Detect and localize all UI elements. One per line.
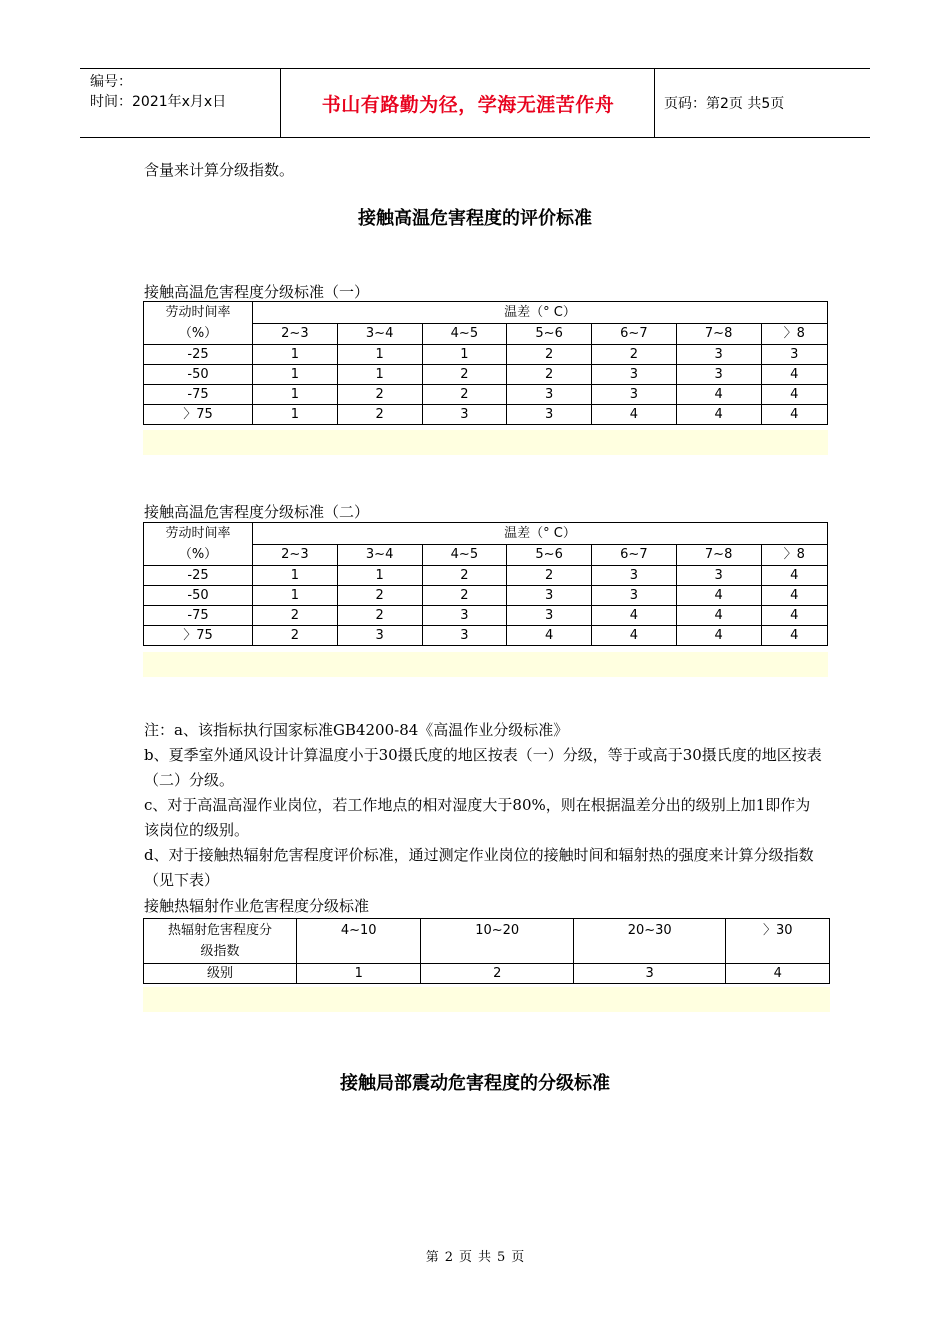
- table-cell: 4: [676, 385, 761, 405]
- table-cell: 2: [507, 566, 592, 586]
- table-cell: 3: [676, 365, 761, 385]
- column-header: 7~8: [676, 544, 761, 566]
- intro-text: 含量来计算分级指数。: [144, 161, 295, 179]
- table-cell: 1: [253, 345, 338, 365]
- table-row: [144, 405, 828, 425]
- table-cell: 4: [761, 405, 828, 425]
- table-cell: 4: [761, 365, 828, 385]
- table-cell: 1: [337, 345, 422, 365]
- row-label: 〉75: [144, 626, 253, 646]
- table-cell: 4: [761, 606, 828, 626]
- section2-title: 接触局部震动危害程度的分级标准: [340, 1073, 610, 1094]
- table-cell: 1: [253, 365, 338, 385]
- table-cell: 2: [507, 365, 592, 385]
- table3-header-line1: 热辐射危害程度分: [167, 923, 272, 938]
- row-label: 〉75: [144, 405, 253, 425]
- table-cell: 2: [337, 606, 422, 626]
- table3-row-label: 级别: [144, 964, 297, 984]
- table1-caption: 接触高温危害程度分级标准（一）: [144, 283, 370, 301]
- section1-title: 接触高温危害程度的评价标准: [358, 208, 592, 229]
- header-divider: [654, 69, 655, 137]
- table-cell: 4: [592, 405, 677, 425]
- table-row: [144, 586, 828, 606]
- table-cell: 2: [253, 606, 338, 626]
- table3-header: [144, 919, 297, 964]
- table-cell: 4: [761, 626, 828, 646]
- notes: [144, 718, 824, 893]
- table-cell: 2: [337, 405, 422, 425]
- footer-text4: 页: [511, 1250, 525, 1265]
- row-header-line1: 劳动时间率: [165, 305, 231, 320]
- table2-group-header: 温差（° C）: [253, 523, 828, 545]
- row-label: -25: [144, 566, 253, 586]
- column-header: 3~4: [337, 544, 422, 566]
- table-cell: 4: [676, 405, 761, 425]
- table-cell: 1: [422, 345, 507, 365]
- table2-shade: [143, 652, 828, 677]
- table-cell: 4: [676, 606, 761, 626]
- table-cell: 4: [592, 626, 677, 646]
- table-cell: 1: [253, 586, 338, 606]
- page-header: [80, 68, 870, 138]
- table-cell: 2: [592, 345, 677, 365]
- table-cell: 2: [507, 345, 592, 365]
- table-cell: 3: [592, 586, 677, 606]
- table-cell: 3: [761, 345, 828, 365]
- table3-shade: [143, 987, 830, 1012]
- table-cell: 3: [676, 345, 761, 365]
- table1: [143, 301, 828, 425]
- footer-total: 5: [497, 1250, 506, 1265]
- table2-row-header: [144, 523, 253, 566]
- table1-row-header: [144, 302, 253, 345]
- table-cell: 2: [421, 964, 573, 984]
- table1-group-header: 温差（° C）: [253, 302, 828, 324]
- number-label: 编号：: [90, 74, 132, 90]
- column-header: 〉8: [761, 544, 828, 566]
- table-cell: 4: [761, 586, 828, 606]
- column-header: 4~5: [422, 323, 507, 345]
- note-d: d、对于接触热辐射危害程度评价标准，通过测定作业岗位的接触时间和辐射热的强度来计算分级指数（见下表）: [144, 846, 814, 889]
- table1-shade: [143, 430, 828, 455]
- table-row: [144, 566, 828, 586]
- column-header: 20~30: [573, 919, 725, 964]
- table-cell: 1: [253, 405, 338, 425]
- row-header-line1: 劳动时间率: [165, 526, 231, 541]
- table-row: [144, 606, 828, 626]
- column-header: 3~4: [337, 323, 422, 345]
- time-label: 时间：2021年x月x日: [90, 94, 227, 110]
- table-cell: 4: [761, 385, 828, 405]
- column-header: 4~5: [422, 544, 507, 566]
- table-cell: 1: [337, 566, 422, 586]
- table-cell: 3: [422, 606, 507, 626]
- table-cell: 3: [676, 566, 761, 586]
- table2: [143, 522, 828, 646]
- column-header: 5~6: [507, 323, 592, 345]
- column-header: 7~8: [676, 323, 761, 345]
- table2-caption: 接触高温危害程度分级标准（二）: [144, 503, 370, 521]
- column-header: 10~20: [421, 919, 573, 964]
- table-cell: 3: [592, 365, 677, 385]
- row-label: -25: [144, 345, 253, 365]
- table-cell: 1: [253, 385, 338, 405]
- page-footer: [0, 1246, 950, 1265]
- footer-text2: 页: [458, 1250, 472, 1265]
- table-cell: 3: [507, 405, 592, 425]
- table-cell: 3: [592, 385, 677, 405]
- row-label: -75: [144, 385, 253, 405]
- row-label: -50: [144, 365, 253, 385]
- table3-caption: 接触热辐射作业危害程度分级标准: [144, 897, 370, 915]
- table-cell: 3: [337, 626, 422, 646]
- table-cell: 3: [507, 385, 592, 405]
- table-row: [144, 385, 828, 405]
- table3: [143, 918, 830, 984]
- table-cell: 4: [507, 626, 592, 646]
- table-cell: 2: [337, 385, 422, 405]
- note-c: c、对于高温高湿作业岗位，若工作地点的相对湿度大于80%，则在根据温差分出的级别上加1即作为该岗位的级别。: [144, 796, 811, 839]
- table-cell: 4: [761, 566, 828, 586]
- column-header: 〉8: [761, 323, 828, 345]
- table-cell: 4: [592, 606, 677, 626]
- table-cell: 3: [592, 566, 677, 586]
- column-header: 6~7: [592, 323, 677, 345]
- footer-text3: 共: [478, 1250, 492, 1265]
- row-header-line2: （%）: [178, 547, 218, 562]
- table-row: [144, 365, 828, 385]
- row-label: -50: [144, 586, 253, 606]
- motto: 书山有路勤为径，学海无涯苦作舟: [321, 93, 615, 116]
- table3-header-line2: 级指数: [200, 944, 240, 959]
- footer-page: 2: [444, 1250, 453, 1265]
- column-header: 5~6: [507, 544, 592, 566]
- table-cell: 2: [253, 626, 338, 646]
- footer-text1: 第: [425, 1250, 439, 1265]
- column-header: 2~3: [253, 544, 338, 566]
- table-cell: 3: [507, 606, 592, 626]
- header-left: [90, 72, 226, 112]
- table-cell: 1: [253, 566, 338, 586]
- column-header: 4~10: [297, 919, 421, 964]
- table-cell: 4: [676, 626, 761, 646]
- column-header: 6~7: [592, 544, 677, 566]
- table-cell: 3: [422, 626, 507, 646]
- column-header: 2~3: [253, 323, 338, 345]
- table-cell: 2: [422, 365, 507, 385]
- row-label: -75: [144, 606, 253, 626]
- table-cell: 3: [422, 405, 507, 425]
- table-cell: 3: [573, 964, 725, 984]
- table-cell: 4: [676, 586, 761, 606]
- table-cell: 1: [297, 964, 421, 984]
- row-header-line2: （%）: [178, 326, 218, 341]
- column-header: 〉30: [726, 919, 830, 964]
- table-row: [144, 345, 828, 365]
- table-row: [144, 626, 828, 646]
- header-divider: [280, 69, 281, 137]
- note-a: 注：a、该指标执行国家标准GB4200-84《高温作业分级标准》: [144, 721, 569, 739]
- table-cell: 4: [726, 964, 830, 984]
- table-cell: 1: [337, 365, 422, 385]
- table-cell: 3: [507, 586, 592, 606]
- table-cell: 2: [422, 586, 507, 606]
- table-cell: 2: [337, 586, 422, 606]
- page-label: 页码：第2页 共5页: [664, 96, 785, 112]
- table-cell: 2: [422, 385, 507, 405]
- table-cell: 2: [422, 566, 507, 586]
- note-b: b、夏季室外通风设计计算温度小于30摄氏度的地区按表（一）分级，等于或高于30摄氏度的地区按表（二）分级。: [144, 746, 822, 789]
